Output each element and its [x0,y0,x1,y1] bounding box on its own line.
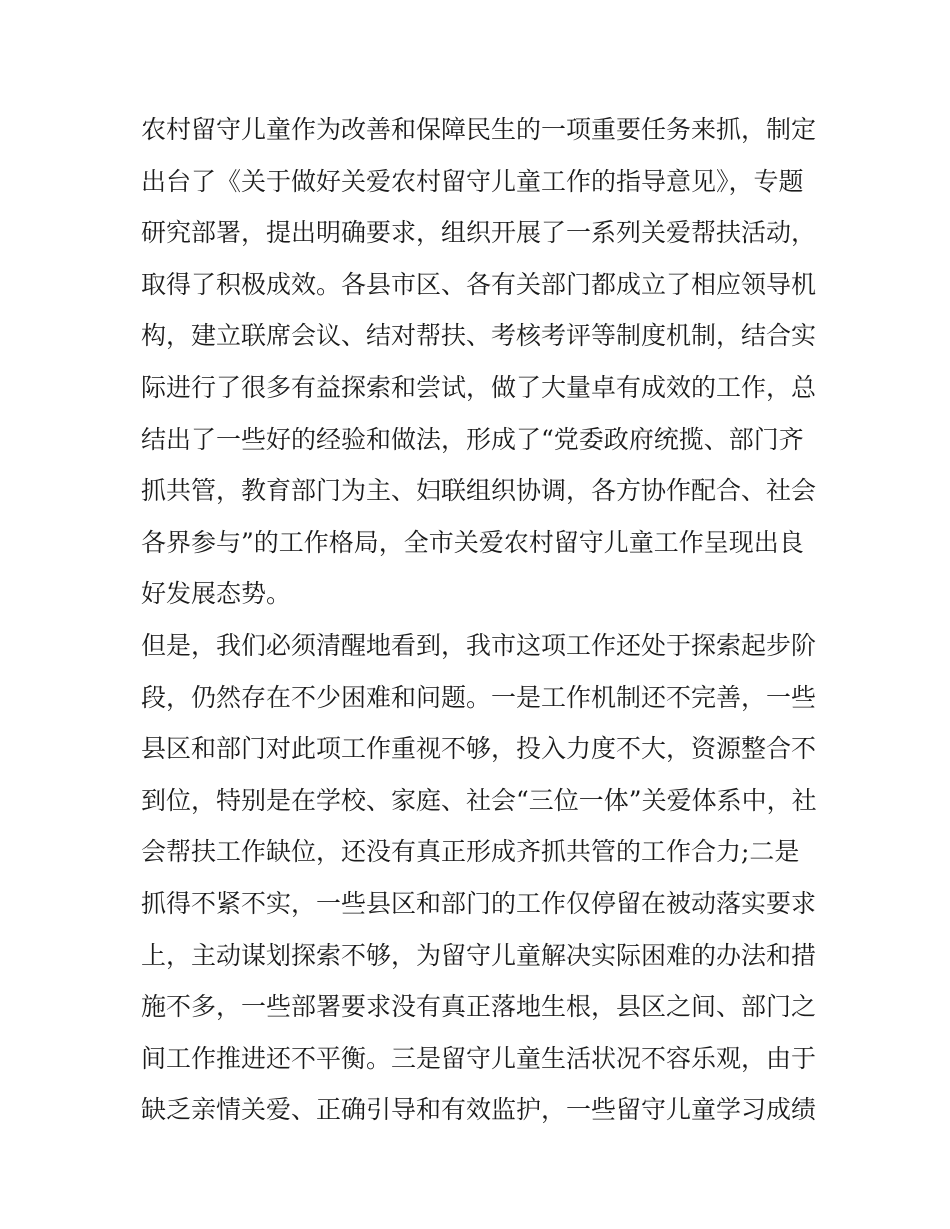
text-line: 施不多，一些部署要求没有真正落地生根，县区之间、部门之 [141,992,817,1022]
text-line: 取得了积极成效。各县市区、各有关部门都成立了相应领导机 [141,269,817,299]
text-line: 际进行了很多有益探索和尝试，做了大量卓有成效的工作，总 [141,372,817,402]
text-line: 但是，我们必须清醒地看到，我市这项工作还处于探索起步阶 [141,631,817,660]
text-line: 结出了一些好的经验和做法，形成了“党委政府统揽、部门齐 [141,424,804,454]
text-line: 缺乏亲情关爱、正确引导和有效监护，一些留守儿童学习成绩 [141,1095,817,1125]
text-line: 好发展态势。 [141,579,292,609]
text-line: 县区和部门对此项工作重视不够，投入力度不大，资源整合不 [141,734,817,764]
text-line: 构，建立联席会议、结对帮扶、考核考评等制度机制，结合实 [141,321,817,351]
paragraph [141,104,821,620]
text-line: 出台了《关于做好关爱农村留守儿童工作的指导意见》，专题 [141,166,804,196]
text-line: 抓共管，教育部门为主、妇联组织协调，各方协作配合、社会 [141,476,817,506]
text-line: 各界参与”的工作格局，全市关爱农村留守儿童工作呈现出良 [141,527,804,557]
paragraph [141,620,821,1136]
text-line: 研究部署，提出明确要求，组织开展了一系列关爱帮扶活动， [141,218,817,248]
text-line: 农村留守儿童作为改善和保障民生的一项重要任务来抓，制定 [141,115,817,144]
text-line: 到位，特别是在学校、家庭、社会“三位一体”关爱体系中，社 [141,785,817,815]
text-line: 会帮扶工作缺位，还没有真正形成齐抓共管的工作合力;二是 [141,837,800,867]
text-line: 段，仍然存在不少困难和问题。一是工作机制还不完善，一些 [141,682,817,712]
text-line: 上，主动谋划探索不够，为留守儿童解决实际困难的办法和措 [141,940,817,970]
text-line: 抓得不紧不实，一些县区和部门的工作仅停留在被动落实要求 [141,888,817,918]
text-line: 间工作推进还不平衡。三是留守儿童生活状况不容乐观，由于 [141,1043,817,1073]
